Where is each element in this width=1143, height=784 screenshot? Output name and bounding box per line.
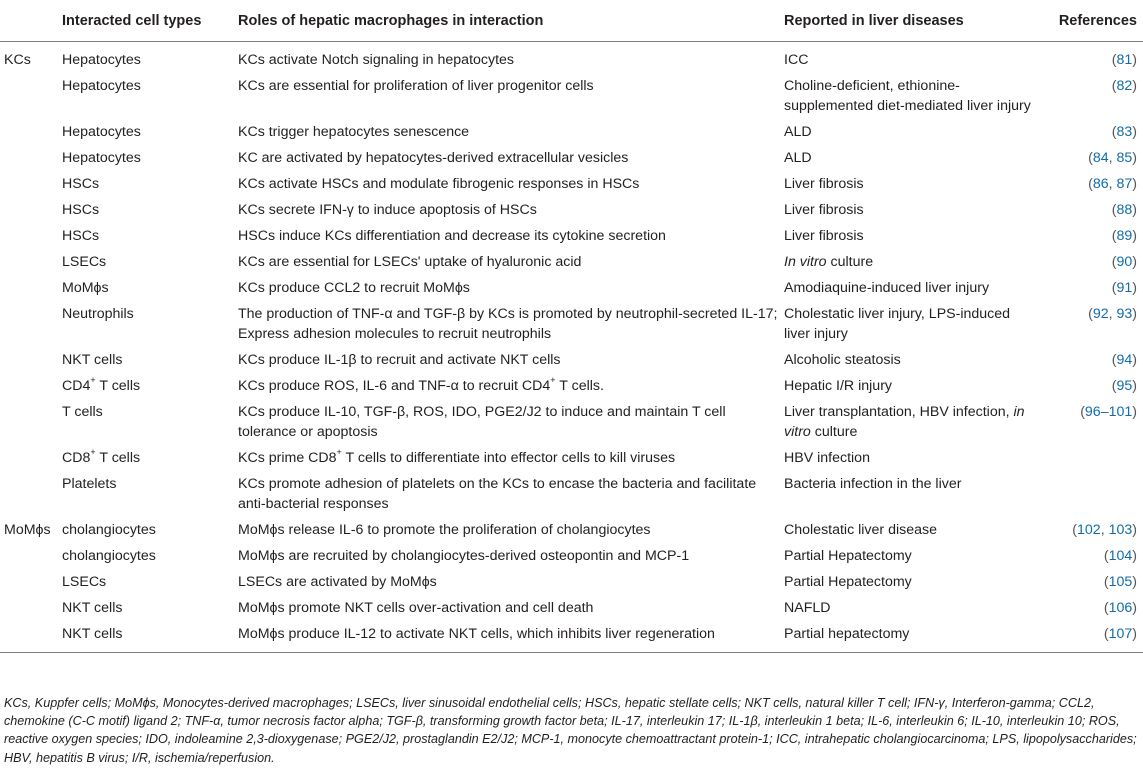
role-text: KCs activate Notch signaling in hepatocytes bbox=[238, 52, 515, 68]
table-row bbox=[0, 119, 1143, 145]
row-disease bbox=[784, 621, 1034, 653]
cell-type-text: T cells bbox=[95, 450, 141, 466]
role-text: KC are activated by hepatocytes-derived extracellular vesicles bbox=[238, 150, 629, 166]
disease-text: ALD bbox=[784, 124, 812, 140]
role-prefix: KCs produce ROS, IL-6 and TNF-α to recruit CD4 bbox=[238, 378, 551, 394]
row-disease bbox=[784, 301, 1034, 347]
reference-link[interactable]: 102 bbox=[1077, 522, 1101, 538]
reference-link[interactable]: 83 bbox=[1116, 124, 1133, 140]
reference-link[interactable]: 94 bbox=[1116, 352, 1133, 368]
cell-type-text: LSECs bbox=[62, 574, 107, 590]
reference-link[interactable]: 89 bbox=[1116, 228, 1133, 244]
row-references bbox=[1034, 445, 1143, 471]
row-role bbox=[238, 145, 784, 171]
role-text: MoMϕs promote NKT cells over-activation and cell death bbox=[238, 600, 594, 616]
row-group-label bbox=[0, 569, 62, 595]
cell-type-text: NKT cells bbox=[62, 600, 123, 616]
row-cell-type bbox=[62, 399, 238, 445]
row-role bbox=[238, 543, 784, 569]
table-row bbox=[0, 373, 1143, 399]
disease-text: Alcoholic steatosis bbox=[784, 352, 901, 368]
table-row bbox=[0, 399, 1143, 445]
row-role bbox=[238, 471, 784, 517]
row-role bbox=[238, 171, 784, 197]
row-role bbox=[238, 249, 784, 275]
row-disease bbox=[784, 347, 1034, 373]
role-text: MoMϕs release IL-6 to promote the proliferation of cholangiocytes bbox=[238, 522, 651, 538]
row-cell-type bbox=[62, 171, 238, 197]
row-role bbox=[238, 301, 784, 347]
reference-link[interactable]: 105 bbox=[1108, 574, 1133, 590]
table-row bbox=[0, 42, 1143, 74]
row-disease bbox=[784, 249, 1034, 275]
disease-text: Cholestatic liver disease bbox=[784, 522, 937, 538]
cell-type-text: Neutrophils bbox=[62, 306, 134, 322]
table-row bbox=[0, 73, 1143, 119]
row-cell-type bbox=[62, 42, 238, 74]
role-superscript: + bbox=[550, 375, 556, 386]
reference-link[interactable]: 92 bbox=[1092, 306, 1109, 322]
row-group-label bbox=[0, 621, 62, 653]
row-disease bbox=[784, 569, 1034, 595]
row-references: (102, 103) bbox=[1072, 522, 1137, 538]
role-text: KCs promote adhesion of platelets on the KCs to encase the bacteria and facilitate anti-bacterial responses bbox=[238, 476, 757, 512]
disease-text: Liver fibrosis bbox=[784, 202, 864, 218]
table-body bbox=[0, 42, 1143, 653]
row-group-label bbox=[0, 595, 62, 621]
reference-link[interactable]: 87 bbox=[1116, 176, 1133, 192]
cell-type-text: cholangiocytes bbox=[62, 548, 156, 564]
disease-text: Choline-deficient, ethionine-supplemented diet-mediated liver injury bbox=[784, 78, 1031, 114]
row-cell-type bbox=[62, 249, 238, 275]
reference-link[interactable]: 81 bbox=[1116, 52, 1133, 68]
row-role bbox=[238, 517, 784, 543]
row-group-label bbox=[0, 223, 62, 249]
disease-italic: In vitro bbox=[784, 254, 827, 270]
cell-type-text: HSCs bbox=[62, 176, 100, 192]
table-row bbox=[0, 197, 1143, 223]
table-row bbox=[0, 445, 1143, 471]
row-group-label bbox=[0, 301, 62, 347]
table-row bbox=[0, 275, 1143, 301]
row-group-label: KCs bbox=[4, 52, 31, 68]
cell-type-text: NKT cells bbox=[62, 352, 123, 368]
row-disease bbox=[784, 471, 1034, 517]
reference-link[interactable]: 88 bbox=[1116, 202, 1133, 218]
disease-text: HBV infection bbox=[784, 450, 870, 466]
role-text: LSECs are activated by MoMϕs bbox=[238, 574, 437, 590]
cell-type-text: Hepatocytes bbox=[62, 78, 141, 94]
row-cell-type bbox=[62, 119, 238, 145]
reference-link[interactable]: 107 bbox=[1108, 626, 1133, 642]
row-references: (95) bbox=[1111, 378, 1137, 394]
row-disease bbox=[784, 119, 1034, 145]
disease-text: ALD bbox=[784, 150, 812, 166]
row-disease bbox=[784, 445, 1034, 471]
row-cell-type bbox=[62, 73, 238, 119]
table-row bbox=[0, 223, 1143, 249]
row-group-label: MoMϕs bbox=[4, 522, 51, 538]
row-group-label bbox=[0, 347, 62, 373]
row-cell-type bbox=[62, 347, 238, 373]
row-group-label bbox=[0, 471, 62, 517]
disease-italic: in vitro bbox=[784, 404, 1025, 440]
reference-link[interactable]: 85 bbox=[1116, 150, 1133, 166]
reference-link[interactable]: 96–101 bbox=[1084, 404, 1133, 420]
disease-text: Hepatic I/R injury bbox=[784, 378, 893, 394]
table-row bbox=[0, 171, 1143, 197]
cell-type-text: T cells bbox=[95, 378, 141, 394]
reference-link[interactable]: 84 bbox=[1092, 150, 1109, 166]
row-cell-type bbox=[62, 197, 238, 223]
row-cell-type bbox=[62, 145, 238, 171]
row-group-label bbox=[0, 275, 62, 301]
row-role bbox=[238, 621, 784, 653]
table-row bbox=[0, 347, 1143, 373]
row-group-label bbox=[0, 445, 62, 471]
disease-text: Bacteria infection in the liver bbox=[784, 476, 962, 492]
reference-link[interactable]: 106 bbox=[1108, 600, 1133, 616]
row-disease bbox=[784, 595, 1034, 621]
table-row bbox=[0, 595, 1143, 621]
reference-link[interactable]: 82 bbox=[1116, 78, 1133, 94]
row-group-label bbox=[0, 249, 62, 275]
role-prefix: KCs prime CD8 bbox=[238, 450, 337, 466]
role-text: T cells to differentiate into effector cells to kill viruses bbox=[341, 450, 676, 466]
disease-text-after: culture bbox=[810, 424, 858, 440]
row-cell-type bbox=[62, 595, 238, 621]
row-role bbox=[238, 373, 784, 399]
row-disease bbox=[784, 197, 1034, 223]
row-cell-type bbox=[62, 569, 238, 595]
role-text: KCs trigger hepatocytes senescence bbox=[238, 124, 470, 140]
table-row bbox=[0, 543, 1143, 569]
row-cell-type bbox=[62, 373, 238, 399]
row-disease bbox=[784, 223, 1034, 249]
header-roles: Roles of hepatic macrophages in interaction bbox=[238, 2, 784, 42]
row-references: (92, 93) bbox=[1088, 306, 1137, 322]
disease-text: culture bbox=[826, 254, 874, 270]
cell-type-text: NKT cells bbox=[62, 626, 123, 642]
table-row bbox=[0, 569, 1143, 595]
row-disease bbox=[784, 275, 1034, 301]
row-group-label bbox=[0, 543, 62, 569]
row-disease bbox=[784, 543, 1034, 569]
row-role bbox=[238, 197, 784, 223]
cell-type-text: Hepatocytes bbox=[62, 52, 141, 68]
row-disease bbox=[784, 171, 1034, 197]
row-references: (90) bbox=[1111, 254, 1137, 270]
role-text: KCs produce IL-1β to recruit and activate NKT cells bbox=[238, 352, 561, 368]
row-cell-type bbox=[62, 471, 238, 517]
row-group-label bbox=[0, 197, 62, 223]
reference-link[interactable]: 103 bbox=[1108, 522, 1133, 538]
reference-link[interactable]: 91 bbox=[1116, 280, 1133, 296]
disease-text: Partial Hepatectomy bbox=[784, 548, 912, 564]
row-cell-type bbox=[62, 275, 238, 301]
role-text: T cells. bbox=[555, 378, 604, 394]
role-superscript: + bbox=[336, 447, 342, 458]
cell-type-superscript: + bbox=[90, 375, 96, 386]
row-group-label bbox=[0, 399, 62, 445]
row-cell-type bbox=[62, 517, 238, 543]
cell-type-text: Hepatocytes bbox=[62, 124, 141, 140]
row-references: (89) bbox=[1111, 228, 1137, 244]
disease-text: Amodiaquine-induced liver injury bbox=[784, 280, 990, 296]
row-role bbox=[238, 275, 784, 301]
row-references: (83) bbox=[1111, 124, 1137, 140]
table-row bbox=[0, 301, 1143, 347]
table-header-row bbox=[0, 2, 1143, 42]
role-text: KCs produce IL-10, TGF-β, ROS, IDO, PGE2/J2 to induce and maintain T cell tolerance or apoptosis bbox=[238, 404, 726, 440]
row-disease bbox=[784, 73, 1034, 119]
row-references: (84, 85) bbox=[1088, 150, 1137, 166]
row-references: (106) bbox=[1103, 600, 1137, 616]
reference-link[interactable]: 86 bbox=[1092, 176, 1109, 192]
table-row bbox=[0, 145, 1143, 171]
disease-text: Partial Hepatectomy bbox=[784, 574, 912, 590]
row-references: (91) bbox=[1111, 280, 1137, 296]
cell-type-text: T cells bbox=[62, 404, 103, 420]
cell-type-text: cholangiocytes bbox=[62, 522, 156, 538]
row-references: (105) bbox=[1103, 574, 1137, 590]
row-disease bbox=[784, 373, 1034, 399]
disease-text: Cholestatic liver injury, LPS-induced liver injury bbox=[784, 306, 1011, 342]
reference-link[interactable]: 90 bbox=[1116, 254, 1133, 270]
row-cell-type bbox=[62, 223, 238, 249]
disease-text: Liver transplantation, HBV infection, bbox=[784, 404, 1014, 420]
cell-type-text: MoMϕs bbox=[62, 280, 109, 296]
reference-link[interactable]: 104 bbox=[1108, 548, 1133, 564]
header-diseases: Reported in liver diseases bbox=[784, 2, 1034, 42]
cell-type-text: Hepatocytes bbox=[62, 150, 141, 166]
disease-text: Liver fibrosis bbox=[784, 176, 864, 192]
row-group-label bbox=[0, 73, 62, 119]
row-role bbox=[238, 119, 784, 145]
macrophage-interaction-table bbox=[0, 2, 1143, 653]
row-role bbox=[238, 223, 784, 249]
row-group-label bbox=[0, 119, 62, 145]
disease-text: ICC bbox=[784, 52, 809, 68]
table-row bbox=[0, 471, 1143, 517]
row-disease bbox=[784, 399, 1034, 445]
table-row bbox=[0, 621, 1143, 653]
row-role bbox=[238, 42, 784, 74]
role-text: HSCs induce KCs differentiation and decrease its cytokine secretion bbox=[238, 228, 666, 244]
role-text: MoMϕs are recruited by cholangiocytes-derived osteopontin and MCP-1 bbox=[238, 548, 690, 564]
disease-text: Partial hepatectomy bbox=[784, 626, 910, 642]
row-references: (88) bbox=[1111, 202, 1137, 218]
row-role bbox=[238, 595, 784, 621]
row-group-label bbox=[0, 171, 62, 197]
role-text: The production of TNF-α and TGF-β by KCs is promoted by neutrophil-secreted IL-17; Express adhesion molecules to recruit neutrophils bbox=[238, 306, 778, 342]
row-cell-type bbox=[62, 543, 238, 569]
cell-type-text: HSCs bbox=[62, 202, 100, 218]
reference-link[interactable]: 95 bbox=[1116, 378, 1133, 394]
table-row bbox=[0, 517, 1143, 543]
reference-link[interactable]: 93 bbox=[1116, 306, 1133, 322]
header-references: References bbox=[1034, 2, 1143, 42]
row-role bbox=[238, 399, 784, 445]
cell-type-prefix: CD4 bbox=[62, 378, 91, 394]
row-references: (94) bbox=[1111, 352, 1137, 368]
cell-type-text: HSCs bbox=[62, 228, 100, 244]
table-footnote: KCs, Kuppfer cells; MoMϕs, Monocytes-derived macrophages; LSECs, liver sinusoidal endothelial cells; HSCs, hepatic stellate cells; NKT cells, natural killer T cell; IFN-γ, Interferon-gamma; CCL2, chemokine (C-C motif) ligand 2; TNF-α, tumor necrosis factor alpha; TGF-β, transforming growth factor beta; IL-17, interleukin 17; IL-1β, interleukin 1 beta; IL-6, interleukin 6; IL-10, interleukin 10; ROS, reactive oxygen species; IDO, indoleamine 2,3-dioxygenase; PGE2/J2, prostaglandin E2/J2; MCP-1, monocyte chemoattractant protein-1; ICC, intrahepatic cholangiocarcinoma; LPS, lipopolysaccharides; HBV, hepatitis B virus; I/R, ischemia/reperfusion. bbox=[4, 696, 1137, 765]
role-text: MoMϕs produce IL-12 to activate NKT cells, which inhibits liver regeneration bbox=[238, 626, 715, 642]
row-references: (96–101) bbox=[1080, 404, 1137, 420]
cell-type-text: LSECs bbox=[62, 254, 107, 270]
header-group bbox=[0, 2, 62, 42]
role-text: KCs produce CCL2 to recruit MoMϕs bbox=[238, 280, 470, 296]
disease-text: NAFLD bbox=[784, 600, 831, 616]
row-role bbox=[238, 445, 784, 471]
row-cell-type bbox=[62, 445, 238, 471]
row-references: (82) bbox=[1111, 78, 1137, 94]
row-cell-type bbox=[62, 621, 238, 653]
cell-type-superscript: + bbox=[90, 447, 96, 458]
row-references: (81) bbox=[1111, 52, 1137, 68]
row-references: (104) bbox=[1103, 548, 1137, 564]
cell-type-prefix: CD8 bbox=[62, 450, 91, 466]
row-role bbox=[238, 347, 784, 373]
row-references: (86, 87) bbox=[1088, 176, 1137, 192]
header-cell-types: Interacted cell types bbox=[62, 2, 238, 42]
row-role bbox=[238, 73, 784, 119]
row-disease bbox=[784, 145, 1034, 171]
row-group-label bbox=[0, 373, 62, 399]
row-cell-type bbox=[62, 301, 238, 347]
row-role bbox=[238, 569, 784, 595]
disease-text: Liver fibrosis bbox=[784, 228, 864, 244]
role-text: KCs activate HSCs and modulate fibrogenic responses in HSCs bbox=[238, 176, 640, 192]
role-text: KCs are essential for proliferation of liver progenitor cells bbox=[238, 78, 594, 94]
table-row bbox=[0, 249, 1143, 275]
cell-type-text: Platelets bbox=[62, 476, 117, 492]
role-text: KCs are essential for LSECs' uptake of hyaluronic acid bbox=[238, 254, 582, 270]
role-text: KCs secrete IFN-γ to induce apoptosis of HSCs bbox=[238, 202, 537, 218]
row-disease bbox=[784, 517, 1034, 543]
row-group-label bbox=[0, 145, 62, 171]
row-references bbox=[1034, 471, 1143, 517]
row-references: (107) bbox=[1034, 621, 1143, 653]
row-disease bbox=[784, 42, 1034, 74]
